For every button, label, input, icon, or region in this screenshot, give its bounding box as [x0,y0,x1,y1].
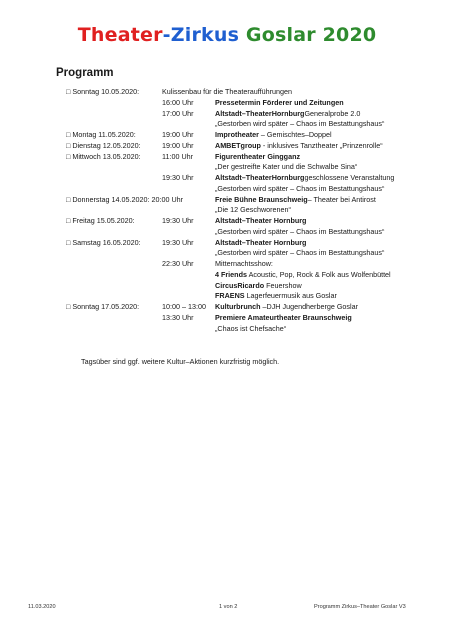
event-title: Freie Bühne Braunschweig [215,194,308,204]
event-title: AMBETgroup [215,140,261,150]
event-detail: - inklusives Tanztheater „Prinzenrolle“ [260,140,383,150]
event-detail: „Die 12 Geschworenen“ [215,205,291,215]
section-title: Programm [56,67,114,79]
schedule-day: □ Freitag 15.05.2020: [66,216,135,225]
event-detail: Mitternachtsshow: [215,259,273,268]
footer-date: 11.03.2020 [28,604,56,610]
schedule-event [215,205,291,216]
event-detail: „Gestorben wird später – Chaos im Bestattungshaus“ [215,226,385,236]
schedule-time: 19:00 Uhr [162,130,194,139]
schedule-day: □ Sonntag 17.05.2020: [66,302,140,311]
schedule-event [215,291,337,302]
schedule-event [215,270,391,281]
event-title: FRAENS [215,291,245,301]
title-part-zirkus: Zirkus [170,24,240,46]
event-title: Premiere Amateurtheater Braunschweig [215,312,352,322]
schedule-day: □ Mittwoch 13.05.2020: [66,151,141,161]
event-detail: „Gestorben wird später – Chaos im Bestattungshaus“ [215,119,385,129]
schedule-event [215,259,273,270]
event-detail: „Gestorben wird später – Chaos im Bestattungshaus“ [215,183,385,193]
schedule-time: 10:00 – 13:00 [162,302,206,311]
schedule-time: 22:30 Uhr [162,259,194,268]
event-detail: Generalprobe 2.0 [304,108,361,118]
schedule-event [215,313,352,324]
schedule-time: 16:00 Uhr [162,97,194,107]
schedule-event [215,302,358,313]
title-part-theater: Theater [77,24,163,46]
event-detail: Acoustic, Pop, Rock & Folk aus Wolfenbüttel [246,269,391,279]
schedule-event [215,324,286,335]
note-text: Tagsüber sind ggf. weitere Kultur–Aktionen kurzfristig möglich. [81,357,280,366]
event-detail: Feuershow [264,280,302,290]
schedule-event [215,248,384,259]
schedule-event [215,98,344,109]
event-detail: –DJH Jugendherberge Goslar [260,302,358,311]
footer-page-number: 1 von 2 [219,604,238,610]
event-title: Pressetermin Förderer und Zeitungen [215,97,344,107]
schedule-time: 19:30 Uhr [162,216,194,225]
schedule-time: 13:30 Uhr [162,312,194,322]
title-part-goslar: Goslar 2020 [245,24,377,46]
event-title: CircusRicardo [215,280,265,290]
schedule-time: 19:00 Uhr [162,140,194,150]
footer-document-name: Programm Zirkus–Theater Goslar V3 [314,604,406,610]
event-detail: „Chaos ist Chefsache“ [215,323,287,333]
event-title: Kulturbrunch [215,302,261,311]
event-title: Altstadt–TheaterHornburg [215,173,305,182]
event-title: Figurentheater Gingganz [215,151,301,161]
event-title: 4 Friends [215,269,247,279]
schedule-event: Kulissenbau für die Theateraufführungen [162,87,293,96]
schedule-event [215,130,332,141]
event-title: Altstadt–Theater Hornburg [215,237,307,247]
event-detail: geschlossene Veranstaltung [304,173,395,182]
document-title [0,24,454,46]
schedule-event [215,238,306,249]
schedule-day: □ Samstag 16.05.2020: [66,237,141,247]
event-detail: „Der gestreifte Kater und die Schwalbe Sina“ [215,162,358,172]
event-detail: – Theater bei Antirost [307,194,376,204]
schedule-event [215,227,384,238]
schedule-day: □ Donnerstag 14.05.2020: 20:00 Uhr [66,194,184,204]
schedule-event [215,173,394,184]
schedule-event [215,119,384,130]
schedule-event [215,141,383,152]
schedule-day: □ Sonntag 10.05.2020: [66,87,140,96]
event-title: Improtheater [215,130,259,139]
event-title: Altstadt–Theater Hornburg [215,216,307,225]
schedule-event [215,216,306,227]
schedule-event [215,281,302,292]
schedule-event [215,152,300,163]
schedule-event [215,195,376,206]
schedule-day: □ Dienstag 12.05.2020: [66,140,141,150]
schedule-time: 19:30 Uhr [162,237,194,247]
schedule-event [215,162,357,173]
event-detail: – Gemischtes–Doppel [258,130,332,139]
schedule-time: 17:00 Uhr [162,108,194,118]
event-detail: Lagerfeuermusik aus Goslar [244,291,337,301]
schedule-event [215,184,384,195]
schedule-time: 11:00 Uhr [162,151,194,161]
event-title: Altstadt–TheaterHornburg [215,108,305,118]
schedule-day: □ Montag 11.05.2020: [66,130,136,139]
title-dash: - [162,24,171,46]
schedule-time: 19:30 Uhr [162,173,194,182]
schedule-event [215,109,360,120]
event-detail: „Gestorben wird später – Chaos im Bestattungshaus“ [215,248,385,258]
